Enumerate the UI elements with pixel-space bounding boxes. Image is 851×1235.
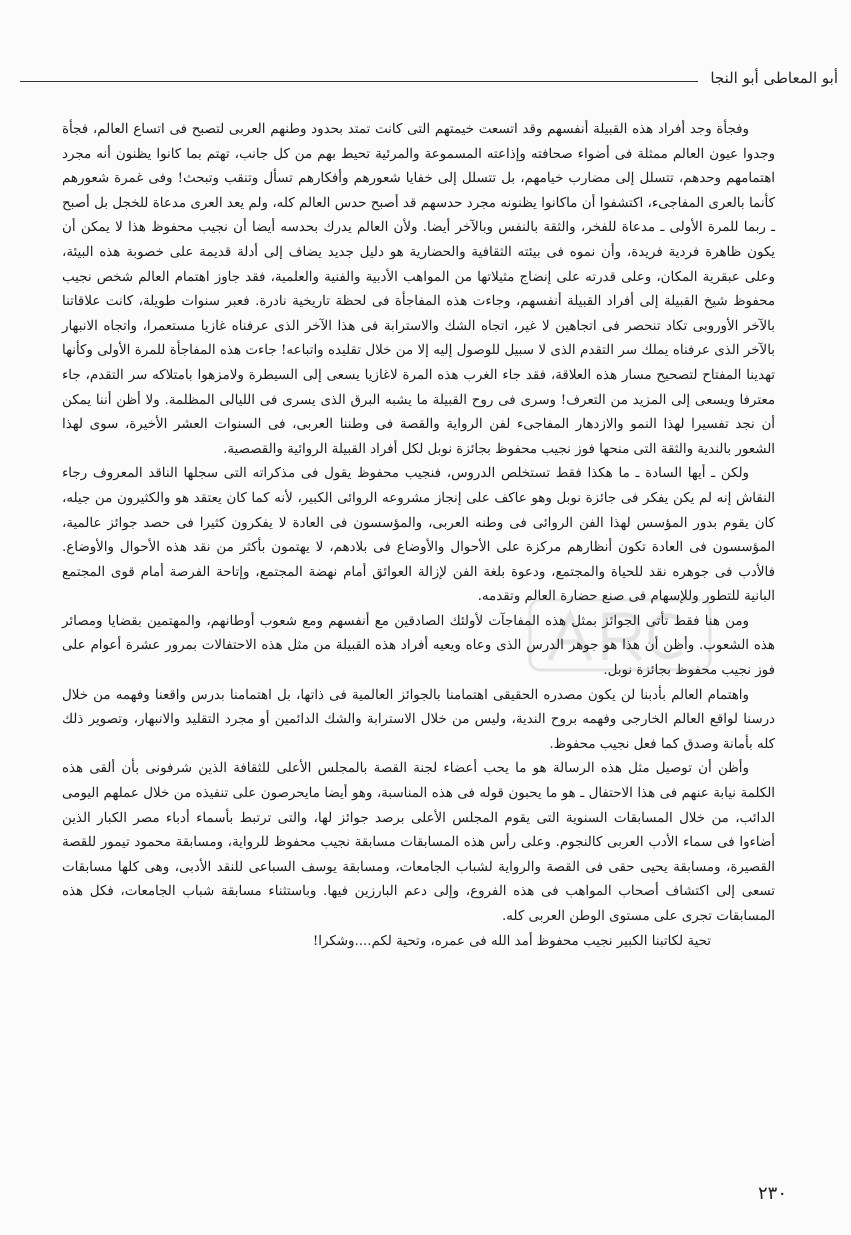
paragraph: ومن هنا فقط تأتى الجوائز بمثل هذه المفاجآت لأولئك الصادقين مع أنفسهم ومع شعوب أوطانهم، والمهتمين بقضايا ومصائر هذه الشعوب. وأظن أن هذا هو جوهر الدرس الذى وعاه ويعيه أفراد هذه القبيلة من مثل هذه الاحتفالات بمرور عشرة أعوام على فوز نجيب محفوظ بجائزة نوبل. <box>62 613 775 679</box>
closing-line: تحية لكاتبنا الكبير نجيب محفوظ أمد الله فى عمره، وتحية لكم....وشكرا! <box>312 933 711 949</box>
body-text <box>62 118 775 1168</box>
paragraph: ولكن ـ أيها السادة ـ ما هكذا فقط تستخلص الدروس، فنجيب محفوظ يقول فى مذكراته التى سجلها الناقد المعروف رجاء النقاش إنه لم يكن يفكر فى جائزة نوبل وهو عاكف على إنجاز مشروعه الروائى الكبير، لأنه كما كان يعتقد هو والكثيرون من جيله، كان يقوم بدور المؤسس لهذا الفن الروائى فى وطنه العربى، والمؤسسون فى العادة لا يفكرون كثيرا فى حصد جوائز عالمية، المؤسسون فى العادة تكون أنظارهم مركزة على الأحوال والأوضاع فى بلادهم، لا يهتمون بأكثر من نقد هذه الأحوال والأوضاع. فالأدب فى جوهره نقد للحياة والمجتمع، ودعوة بلغة الفن لإزالة العوائق أمام نهضة المجتمع، وإتاحة الفرصة أمام قوى المجتمع البانية للتطور وللإسهام فى صنع حضارة العالم وتقدمه. <box>62 466 775 605</box>
header-title: أبو المعاطى أبو النجا <box>710 69 838 87</box>
paragraph: وأظن أن توصيل مثل هذه الرسالة هو ما يحب أعضاء لجنة القصة بالمجلس الأعلى للثقافة الذين شرفونى بأن ألقى هذه الكلمة نيابة عنهم فى هذا الاحتفال ـ هو ما يحبون قوله فى هذه المناسبة، وهو أيضا مايحرصون على تنفيذه من خلال عملهم اليومى الدائب، من خلال المسابقات السنوية التى يقوم المجلس الأعلى برصد جوائز لها، والتى ترتبط بأسماء أدباء مصر الكبار الذين أضاءوا فى سماء الأدب العربى كالنجوم. وعلى رأس هذه المسابقات مسابقة نجيب محفوظ للرواية، ومسابقة محمود تيمور للقصة القصيرة، ومسابقة يحيى حقى فى القصة والرواية لشباب الجامعات، ومسابقة يوسف السباعى للنقد الأدبى، وهى كلها مسابقات تسعى إلى اكتشاف أصحاب المواهب فى هذه الفروع، وإلى دعم البارزين فيها. وباستثناء مسابقة شباب الجامعات، فكل هذه المسابقات تجرى على مستوى الوطن العربى كله. <box>62 761 775 924</box>
header-rule <box>20 81 698 82</box>
page-number: ٢٣٠ <box>757 1183 787 1204</box>
paragraph: وفجأة وجد أفراد هذه القبيلة أنفسهم وقد اتسعت خيمتهم التى كانت تمتد بحدود وطنهم العربى لتصبح فى اتساع العالم، فجأة وجدوا عيون العالم ممثلة فى أضواء صحافته وإذاعته المسموعة والمرئية تحيط بهم من كل جانب، تهتم بما كانوا يظنون أنه مجرد اهتمامهم وحدهم، تتسلل إلى مضارب خيامهم، بل تتسلل إلى خفايا شعورهم وأفكارهم تسأل وتنقب وتبحث! وفى غمرة شعورهم كأنما بالعرى المفاجىء، اكتشفوا أن ماكانوا يظنونه مجرد حدسهم قد أصبح حدس العالم كله، ولم يعد العرى مدعاة للخجل بل أصبح ـ ربما للمرة الأولى ـ مدعاة للفخر، والثقة بالنفس وبالآخر أيضا. ولأن العالم يدرك بحدسه أيضا أن نجيب محفوظ هذا لا يمكن أن يكون ظاهرة فردية فريدة، وأن نموه فى بيئته الثقافية والحضارية هو دليل جديد يضاف إلى أدلة قديمة على خصوبة هذه البيئة، وعلى عبقرية المكان، وعلى قدرته على إنضاج مثيلاتها من المواهب الأدبية والفنية والعلمية، فقد جاوز اهتمام العالم شخص نجيب محفوظ شيخ القبيلة إلى أفراد القبيلة أنفسهم، وجاءت هذه المفاجأة فى لحظة تاريخية نادرة. فعبر سنوات طويلة، كانت علاقاتنا بالآخر الأوروبى تكاد تنحصر فى اتجاهين لا غير، اتجاه الشك والاسترابة فى هذا الآخر الذى عرفناه غازيا مستعمرا، واتجاه الانبهار بالآخر الذى عرفناه يملك سر التقدم الذى لا سبيل للوصول إليه إلا من خلال تقليده واتباعه! جاءت هذه المفاجأة للمرة الأولى وكأنها تهدينا المفتاح لتصحيح مسار هذه العلاقة، فقد جاء الغرب هذه المرة لاغازيا يسعى إلى السيطرة ولامزهوا بامتلاكه سر التقدم، جاء معترفا ويسعى إلى المزيد من التعرف! وسرى فى روح القبيلة ما يشبه البرق الذى يسرى فى الليالى المظلمة. ولا أظن أننا يمكن أن نجد تفسيرا لهذا النمو والازدهار المفاجىء لفن الرواية والقصة فى وطننا العربى، فى السنوات العشر الأخيرة، سوى لهذا الشعور بالندية والثقة التى منحها فوز نجيب محفوظ بجائزة نوبل لكل أفراد القبيلة الروائية والقصصية. <box>62 122 776 457</box>
running-header <box>20 66 838 90</box>
paragraph: واهتمام العالم بأدبنا لن يكون مصدره الحقيقى اهتمامنا بالجوائز العالمية فى ذاتها، بل اهتمامنا بدرس واقعنا وفهمه من خلال درسنا لواقع العالم الخارجى وفهمه بروح الندية، وليس من خلال الاسترابة والشك الدائمين أو مجرد التقليد والانبهار، وتصوير ذلك كله بأمانة وصدق كما فعل نجيب محفوظ. <box>62 687 775 752</box>
